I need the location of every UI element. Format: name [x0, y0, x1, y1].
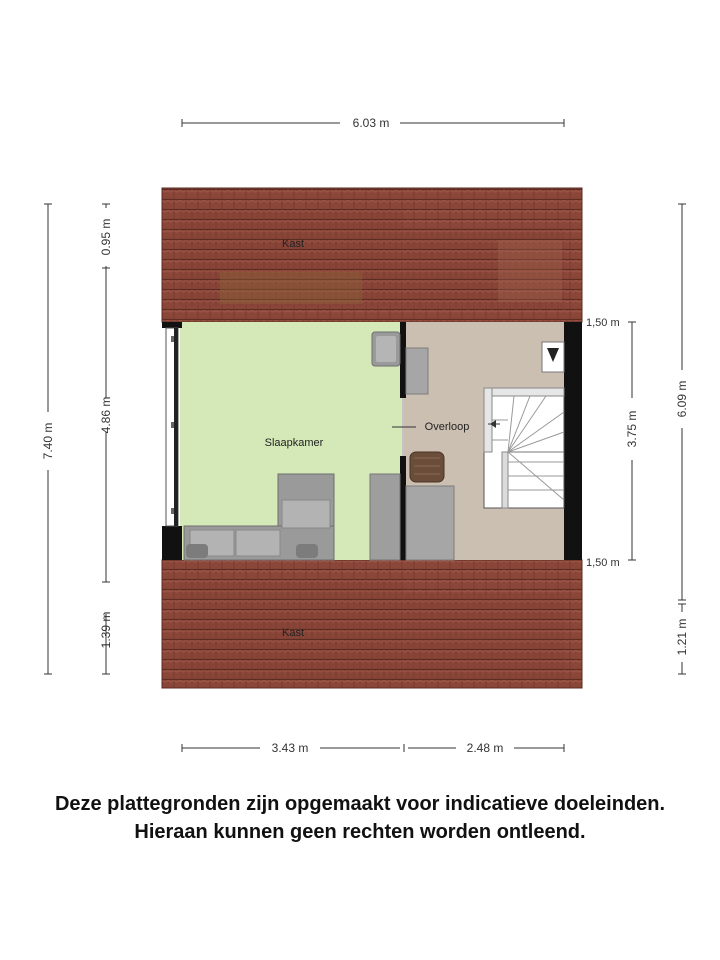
staircase	[484, 388, 564, 508]
dim-left-total: 7.40 m	[41, 422, 55, 460]
right-wall	[564, 322, 582, 560]
sink	[542, 342, 564, 372]
cabinet	[406, 486, 454, 560]
desk	[406, 348, 428, 394]
dim-right-total: 6.09 m	[675, 380, 689, 418]
roof-top	[162, 188, 582, 322]
desk-chair	[372, 332, 400, 366]
dim-top-width: 6.03 m	[352, 116, 390, 130]
dim-height-bottom: 1,50 m	[586, 557, 620, 569]
dim-right-lower: 1.21 m	[675, 618, 689, 656]
dim-left-middle: 4.86 m	[99, 396, 113, 434]
dim-bottom-left: 3.43 m	[271, 741, 309, 755]
overloop-label: Overloop	[424, 421, 470, 433]
dim-height-top: 1,50 m	[586, 317, 620, 329]
chair	[410, 452, 444, 482]
roof-bottom	[162, 560, 582, 688]
dim-left-lower: 1.39 m	[99, 611, 113, 649]
left-wall	[162, 322, 182, 560]
disclaimer-line-2: Hieraan kunnen geen rechten worden ontleend.	[134, 821, 586, 843]
dim-right-middle: 3.75 m	[625, 410, 639, 448]
kast-top-label: Kast	[281, 238, 305, 250]
dim-left-upper: 0.95 m	[99, 218, 113, 256]
dim-bottom-right: 2.48 m	[466, 741, 504, 755]
slaapkamer-label: Slaapkamer	[264, 437, 324, 449]
wardrobe	[370, 474, 400, 560]
disclaimer-line-1: Deze plattegronden zijn opgemaakt voor indicatieve doeleinden.	[54, 793, 666, 815]
disclaimer	[0, 790, 720, 846]
kast-bottom-label: Kast	[281, 627, 305, 639]
